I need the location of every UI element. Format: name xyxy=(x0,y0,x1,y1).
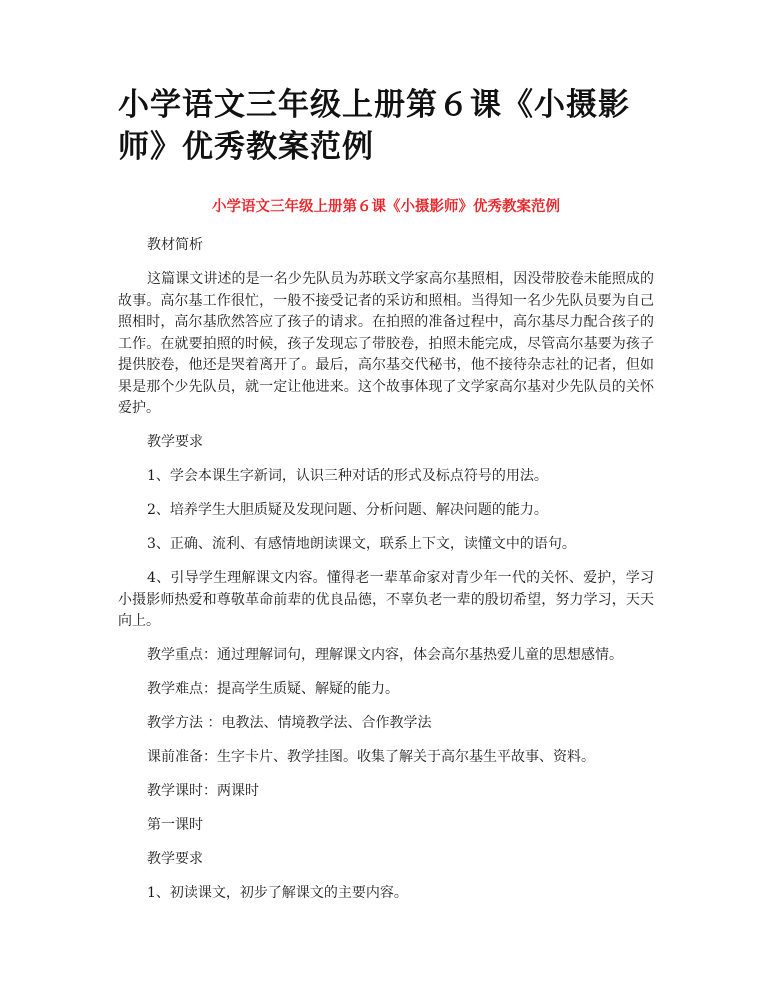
requirement-item-3: 3、正确、流利、有感情地朗读课文，联系上下文，读懂文中的语句。 xyxy=(147,536,576,552)
requirement-item-4: 4、引导学生理解课文内容。懂得老一辈革命家对青少年一代的关怀、爱护，学习小摄影师热爱和尊敬革命前辈的优良品德，不辜负老一辈的殷切希望，努力学习，天天向上。 xyxy=(118,570,654,629)
section-heading-lesson-requirements: 教学要求 xyxy=(147,851,203,867)
section-heading-teaching-requirements: 教学要求 xyxy=(147,434,203,450)
page-title: 小学语文三年级上册第６课《小摄影师》优秀教案范例 xyxy=(118,87,630,165)
teaching-focus: 教学重点：通过理解词句，理解课文内容，体会高尔基热爱儿童的思想感情。 xyxy=(147,647,623,663)
document-page xyxy=(118,84,654,917)
teaching-difficulty: 教学难点：提高学生质疑、解疑的能力。 xyxy=(147,681,399,697)
class-hours: 教学课时：两课时 xyxy=(147,783,259,799)
requirement-item-2: 2、培养学生大胆质疑及发现问题、分析问题、解决问题的能力。 xyxy=(147,502,548,518)
preparation: 课前准备：生字卡片、教学挂图。收集了解关于高尔基生平故事、资料。 xyxy=(147,749,595,765)
teaching-methods: 教学方法 ：电教法、情境教学法、合作教学法 xyxy=(147,715,432,731)
requirement-item-1: 1、学会本课生字新词，认识三种对话的形式及标点符号的用法。 xyxy=(147,468,548,484)
lesson-requirement-item-1: 1、初读课文，初步了解课文的主要内容。 xyxy=(147,885,408,901)
section-heading-textbook-analysis: 教材简析 xyxy=(147,237,203,253)
section-heading-first-lesson: 第一课时 xyxy=(147,817,203,833)
paragraph-textbook-analysis: 这篇课文讲述的是一名少先队员为苏联文学家高尔基照相，因没带胶卷未能照成的故事。高尔基工作很忙，一般不接受记者的采访和照相。当得知一名少先队员要为自己照相时，高尔基欣然答应了孩子的请求。在拍照的准备过程中，高尔基尽力配合孩子的工作。在就要拍照的时候，孩子发现忘了带胶卷，拍照未能完成，尽管高尔基要为孩子提供胶卷，他还是哭着离开了。最后，高尔基交代秘书，他不接待杂志社的记者，但如果是那个少先队员，就一定让他进来。这个故事体现了文学家高尔基对少先队员的关怀爱护。 xyxy=(118,271,654,416)
document-subtitle: 小学语文三年级上册第６课《小摄影师》优秀教案范例 xyxy=(212,198,560,215)
